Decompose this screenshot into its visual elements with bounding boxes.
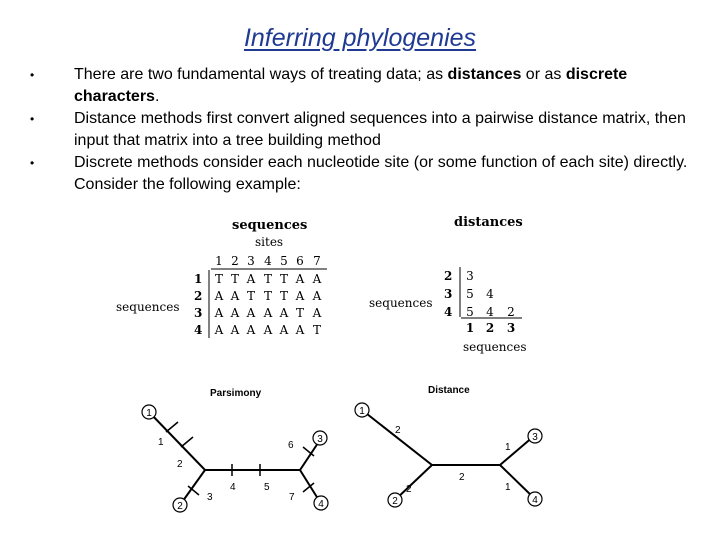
nucleotide: A xyxy=(246,323,256,337)
distance-cell: 2 xyxy=(507,305,515,319)
branch-label: 5 xyxy=(264,482,270,493)
bullet-text: Distance methods first convert aligned sequences into a pairwise distance matrix, then input that matrix into a tree building method xyxy=(74,110,686,149)
row-number: 3 xyxy=(194,306,203,320)
distance-sequences-side-label: sequences xyxy=(369,296,433,310)
branch-label: 2 xyxy=(459,472,465,483)
nucleotide: T xyxy=(263,272,273,286)
leaf-label: 2 xyxy=(177,501,183,512)
nucleotide: A xyxy=(246,272,256,286)
slide-title: Inferring phylogenies xyxy=(243,24,477,52)
leaf-label: 3 xyxy=(532,432,538,443)
bullet-text: . xyxy=(154,88,160,105)
leaf-label: 1 xyxy=(146,408,152,419)
nucleotide: A xyxy=(279,323,289,337)
nucleotide: T xyxy=(214,272,224,286)
tick-mark xyxy=(181,437,193,447)
distance-figure-header: distances xyxy=(454,215,523,230)
distance-matrix xyxy=(466,269,515,319)
site-number: 6 xyxy=(296,254,304,268)
parsimony-tree xyxy=(142,388,328,512)
nucleotide: A xyxy=(295,272,305,286)
nucleotide: A xyxy=(230,306,240,320)
nucleotide: A xyxy=(230,323,240,337)
parsimony-leaves xyxy=(142,405,328,512)
distance-tree xyxy=(355,385,542,507)
sequence-grid xyxy=(214,272,322,337)
distance-figure xyxy=(369,215,526,354)
branch-label: 1 xyxy=(505,482,511,493)
bullet-text: There are two fundamental ways of treating data; as xyxy=(74,66,448,83)
bullet-dot-icon: • xyxy=(30,156,35,170)
distance-leaves xyxy=(355,403,542,507)
distance-row-numbers xyxy=(444,269,452,319)
col-number: 3 xyxy=(506,321,516,335)
col-number: 1 xyxy=(465,321,475,335)
nucleotide: T xyxy=(279,272,289,286)
site-number: 2 xyxy=(231,254,239,268)
branch-label: 7 xyxy=(289,492,295,503)
sequence-figure xyxy=(116,218,327,338)
branch-label: 1 xyxy=(505,442,511,453)
leaf-label: 1 xyxy=(359,406,365,417)
branch-label: 6 xyxy=(288,440,294,451)
bold-term-distances: distances xyxy=(447,66,522,83)
sequence-row-numbers xyxy=(194,272,202,337)
site-number: 4 xyxy=(264,254,272,268)
branch-label: 2 xyxy=(406,484,412,495)
nucleotide: A xyxy=(295,323,305,337)
row-number: 4 xyxy=(444,305,453,319)
leaf-label: 3 xyxy=(317,434,323,445)
nucleotide: T xyxy=(230,272,240,286)
nucleotide: A xyxy=(312,289,322,303)
branch-label: 3 xyxy=(207,492,213,503)
site-number: 1 xyxy=(215,254,223,268)
bullet-text: Discrete methods consider each nucleotide site (or some function of each site) directly. Consider the following example: xyxy=(74,154,688,193)
tick-mark xyxy=(166,422,178,432)
nucleotide: T xyxy=(295,306,305,320)
leaf-label: 2 xyxy=(392,496,398,507)
distance-tree-title: Distance xyxy=(428,385,470,396)
nucleotide: A xyxy=(312,306,322,320)
nucleotide: T xyxy=(246,289,256,303)
bullet-text: or as xyxy=(521,66,566,83)
nucleotide: A xyxy=(214,306,224,320)
sites-label: sites xyxy=(255,235,284,249)
nucleotide: A xyxy=(263,323,273,337)
branch-label: 4 xyxy=(230,482,236,493)
branch-label: 1 xyxy=(158,437,164,448)
distance-cell: 4 xyxy=(486,305,494,319)
parsimony-tree-title: Parsimony xyxy=(210,388,262,399)
distance-branch xyxy=(395,465,432,500)
nucleotide: A xyxy=(230,289,240,303)
parsimony-branch-path xyxy=(149,412,320,470)
nucleotide: A xyxy=(246,306,256,320)
row-number: 2 xyxy=(444,269,453,283)
nucleotide: A xyxy=(279,306,289,320)
distance-branch-path xyxy=(362,410,534,465)
sequence-figure-header: sequences xyxy=(232,218,308,233)
row-number: 4 xyxy=(194,323,203,337)
nucleotide: T xyxy=(263,289,273,303)
nucleotide: A xyxy=(312,272,322,286)
distance-cell: 5 xyxy=(466,305,474,319)
nucleotide: T xyxy=(279,289,289,303)
bullet-dot-icon: • xyxy=(30,68,35,82)
branch-label: 2 xyxy=(177,459,183,470)
sequences-side-label: sequences xyxy=(116,300,180,314)
nucleotide: A xyxy=(263,306,273,320)
site-number: 3 xyxy=(247,254,255,268)
bold-term-discrete-characters: discrete characters xyxy=(74,66,628,105)
distance-cell: 4 xyxy=(486,287,494,301)
nucleotide: A xyxy=(295,289,305,303)
row-number: 1 xyxy=(194,272,203,286)
leaf-label: 4 xyxy=(318,499,324,510)
branch-label: 2 xyxy=(395,425,401,436)
distance-sequences-bottom-label: sequences xyxy=(463,340,527,354)
distance-cell: 5 xyxy=(466,287,474,301)
nucleotide: T xyxy=(312,323,322,337)
row-number: 3 xyxy=(444,287,453,301)
row-number: 2 xyxy=(194,289,203,303)
leaf-label: 4 xyxy=(532,495,538,506)
bullet-dot-icon: • xyxy=(30,112,35,126)
site-number: 5 xyxy=(280,254,288,268)
site-number: 7 xyxy=(313,254,321,268)
nucleotide: A xyxy=(214,289,224,303)
nucleotide: A xyxy=(214,323,224,337)
distance-cell: 3 xyxy=(466,269,474,283)
col-number: 2 xyxy=(485,321,495,335)
distance-col-numbers xyxy=(466,321,515,335)
parsimony-change-ticks xyxy=(166,422,314,495)
site-number-row xyxy=(215,254,321,268)
